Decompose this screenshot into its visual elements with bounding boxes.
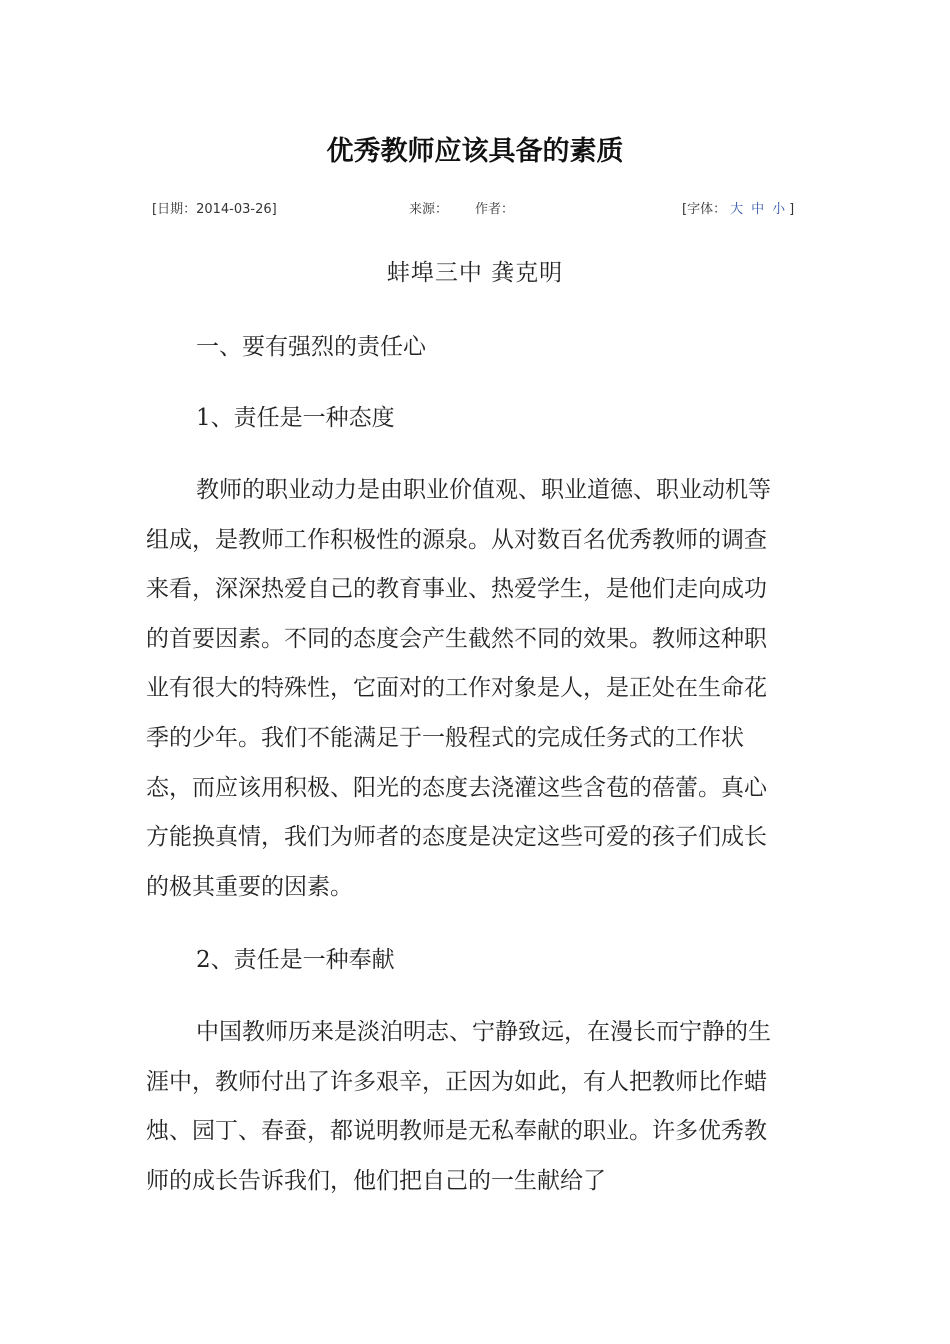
font-size-small-link[interactable]: 小 [772, 202, 786, 217]
article-title: 优秀教师应该具备的素质 [326, 136, 624, 167]
body-paragraph: 中国教师历来是淡泊明志、宁静致远，在漫长而宁静的生涯中，教师付出了许多艰辛，正因为如此，有人把教师比作蜡烛、园丁、春蚕，都说明教师是无私奉献的职业。许多优秀教师的成长告诉我们，他们把自己的一生献给了 [146, 1019, 771, 1194]
body-paragraph: 教师的职业动力是由职业价值观、职业道德、职业动机等组成，是教师工作积极性的源泉。从对数百名优秀教师的调查来看，深深热爱自己的教育事业、热爱学生，是他们走向成功的首要因素。不同的态度会产生截然不同的效果。教师这种职业有很大的特殊性，它面对的工作对象是人，是正处在生命花季的少年。我们不能满足于一般程式的完成任务式的工作状态，而应该用积极、阳光的态度去浇灌这些含苞的蓓蕾。真心方能换真情，我们为师者的态度是决定这些可爱的孩子们成长的极其重要的因素。 [146, 477, 771, 900]
font-size-medium-link[interactable]: 中 [751, 202, 765, 217]
source-label: 来源： [409, 202, 449, 217]
subsection-heading: 1、责任是一种态度 [196, 405, 395, 431]
font-size-suffix: ] [789, 202, 795, 217]
font-size-large-link[interactable]: 大 [730, 202, 744, 217]
publish-date: [日期：2014-03-26] [152, 202, 277, 217]
section-heading: 一、要有强烈的责任心 [196, 334, 426, 360]
font-size-selector [682, 200, 794, 220]
author-byline: 蚌埠三中 龚克明 [386, 260, 564, 286]
font-size-prefix: [字体： [682, 202, 727, 217]
subsection-heading: 2、责任是一种奉献 [196, 947, 395, 973]
author-label: 作者： [475, 202, 515, 217]
